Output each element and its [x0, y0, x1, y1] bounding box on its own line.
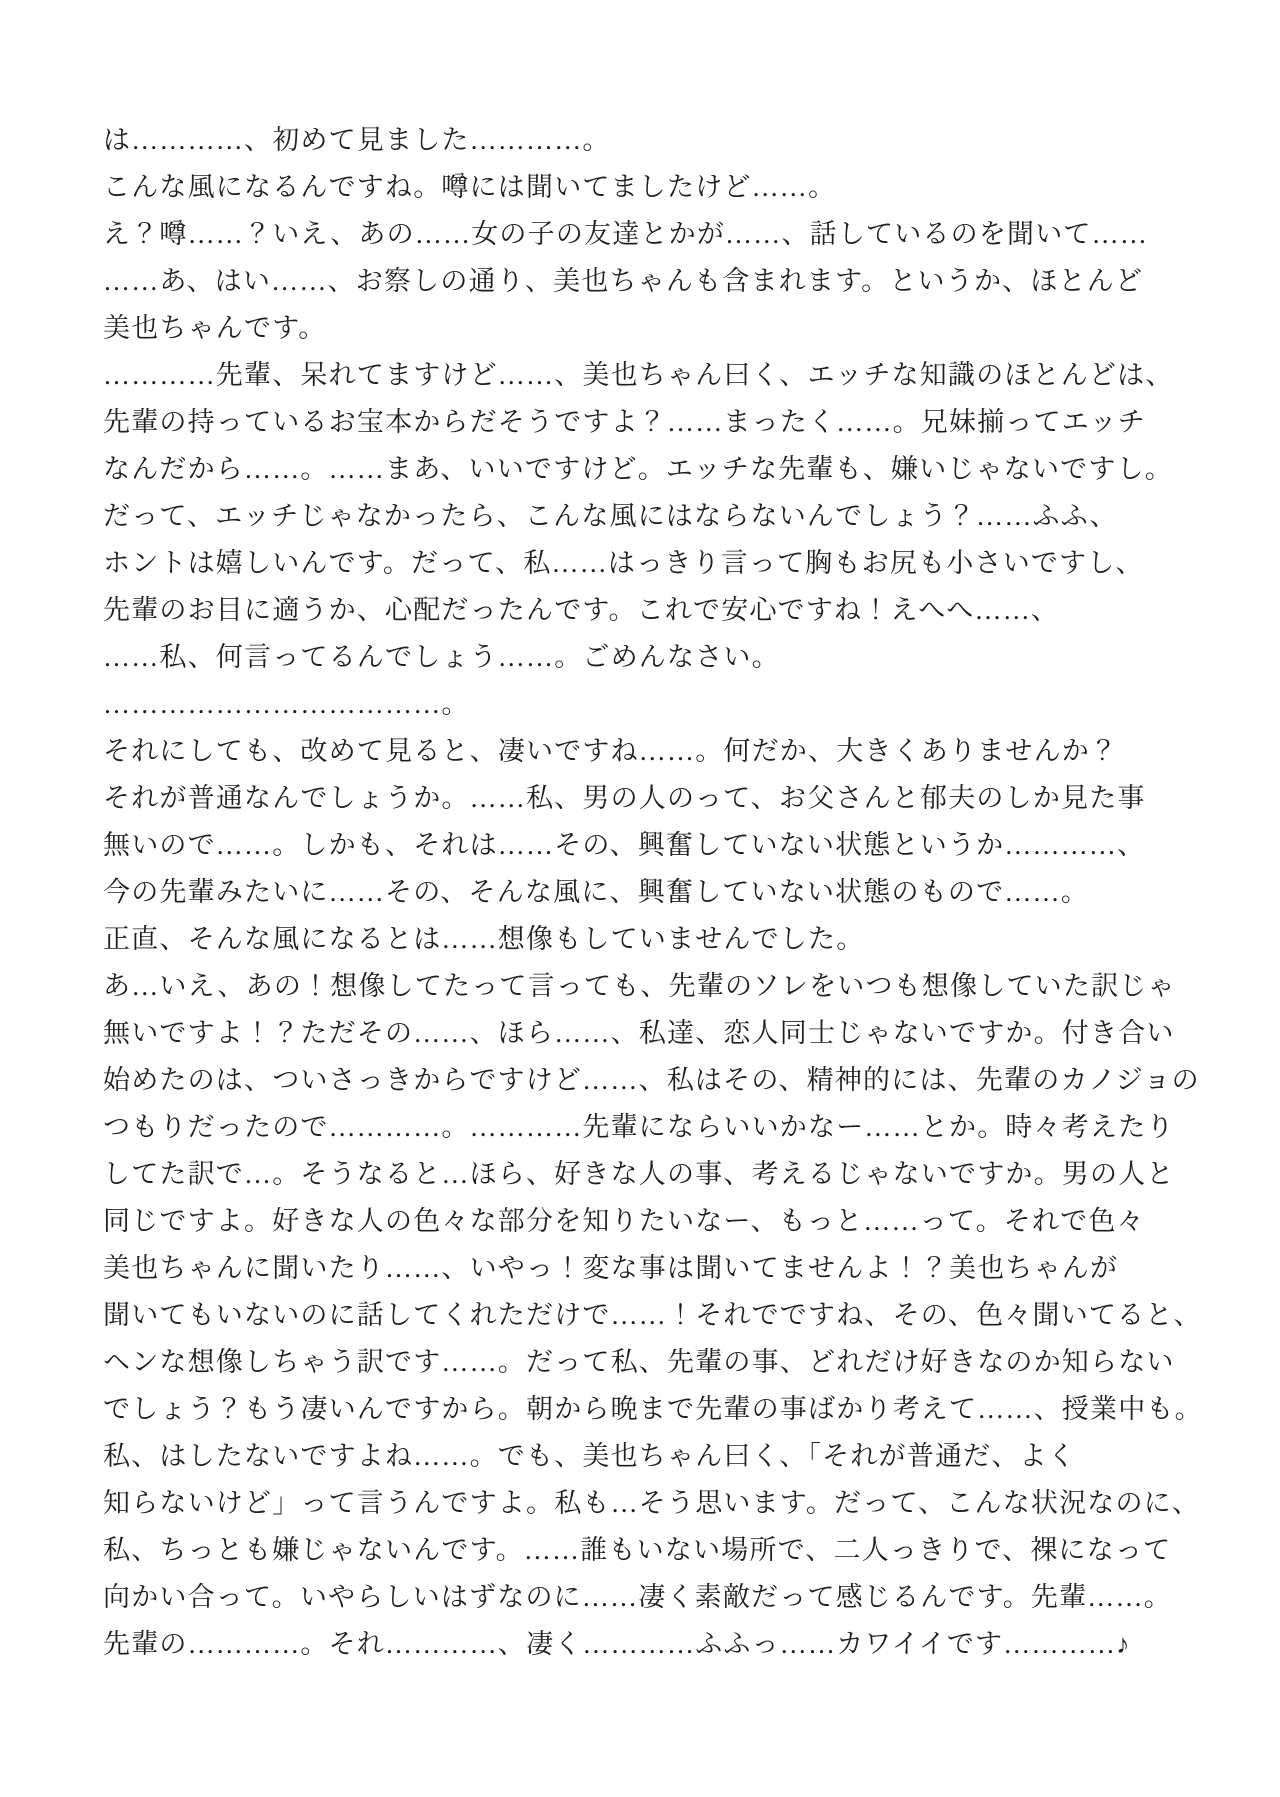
text-line: ……私、何言ってるんでしょう……。ごめんなさい。 — [103, 642, 780, 672]
text-line: ……あ、はい……、お察しの通り、美也ちゃんも含まれます。というか、ほとんど — [103, 266, 1144, 296]
text-line: 美也ちゃんです。 — [103, 313, 327, 343]
text-line: 先輩の…………。それ…………、凄く…………ふふっ……カワイイです…………♪ — [103, 1629, 1131, 1659]
text-line: あ…いえ、あの！想像してたって言っても、先輩のソレをいつも想像していた訳じゃ — [103, 971, 1176, 1001]
text-line: 無いですよ！？ただその……、ほら……、私達、恋人同士じゃないですか。付き合い — [103, 1018, 1175, 1048]
text-line: 知らないけど」って言うんですよ。私も…そう思います。だって、こんな状況なのに、 — [103, 1488, 1201, 1518]
text-block — [103, 117, 1233, 1668]
text-line: 私、はしたないですよね……。でも、美也ちゃん曰く、「それが普通だ、よく — [103, 1441, 1076, 1471]
text-line: ………………………………。 — [103, 689, 470, 719]
text-line: つもりだったので…………。…………先輩にならいいかなー……とか。時々考えたり — [103, 1112, 1175, 1142]
text-line: でしょう？もう凄いんですから。朝から晩まで先輩の事ばかり考えて……、授業中も。 — [103, 1394, 1203, 1424]
text-line: 向かい合って。いやらしいはずなのに……凄く素敵だって感じるんです。先輩……。 — [103, 1582, 1172, 1612]
text-line: 正直、そんな風になるとは……想像もしていませんでした。 — [103, 924, 865, 954]
text-line: え？噂……？いえ、あの……女の子の友達とかが……、話しているのを聞いて…… — [103, 219, 1149, 249]
text-line: それが普通なんでしょうか。……私、男の人のって、お父さんと郁夫のしか見た事 — [103, 783, 1146, 813]
text-line: 無いので……。しかも、それは……その、興奮していない状態というか…………、 — [103, 830, 1146, 860]
text-line: 聞いてもいないのに話してくれただけで……！それでですね、その、色々聞いてると、 — [103, 1300, 1202, 1330]
text-line: だって、エッチじゃなかったら、こんな風にはならないんでしょう？……ふふ、 — [103, 501, 1118, 531]
text-line: 今の先輩みたいに……その、そんな風に、興奮していない状態のもので……。 — [103, 877, 1089, 907]
text-line: してた訳で…。そうなると…ほら、好きな人の事、考えるじゃないですか。男の人と — [103, 1159, 1175, 1189]
text-line: 始めたのは、ついさっきからですけど……、私はその、精神的には、先輩のカノジョの — [103, 1065, 1200, 1095]
text-line: なんだから……。……まあ、いいですけど。エッチな先輩も、嫌いじゃないですし。 — [103, 454, 1173, 484]
text-line: 先輩の持っているお宝本からだそうですよ？……まったく……。兄妹揃ってエッチ — [103, 407, 1146, 437]
text-line: …………先輩、呆れてますけど……、美也ちゃん曰く、エッチな知識のほとんどは、 — [103, 360, 1174, 390]
text-line: 先輩のお目に適うか、心配だったんです。これで安心ですね！えへへ……、 — [103, 595, 1060, 625]
text-line: 私、ちっとも嫌じゃないんです。……誰もいない場所で、二人っきりで、裸になって — [103, 1535, 1172, 1565]
text-line: 美也ちゃんに聞いたり……、いやっ！変な事は聞いてませんよ！？美也ちゃんが — [103, 1253, 1119, 1283]
text-line: 同じですよ。好きな人の色々な部分を知りたいなー、もっと……って。それで色々 — [103, 1206, 1145, 1236]
text-line: こんな風になるんですね。噂には聞いてましたけど……。 — [103, 172, 837, 202]
text-line: ヘンな想像しちゃう訳です……。だって私、先輩の事、どれだけ好きなのか知らない — [103, 1347, 1175, 1377]
text-line: は…………、初めて見ました…………。 — [103, 125, 611, 155]
text-line: それにしても、改めて見ると、凄いですね……。何だか、大きくありませんか？ — [103, 736, 1119, 766]
text-line: ホントは嬉しいんです。だって、私……はっきり言って胸もお尻も小さいですし、 — [103, 548, 1144, 578]
